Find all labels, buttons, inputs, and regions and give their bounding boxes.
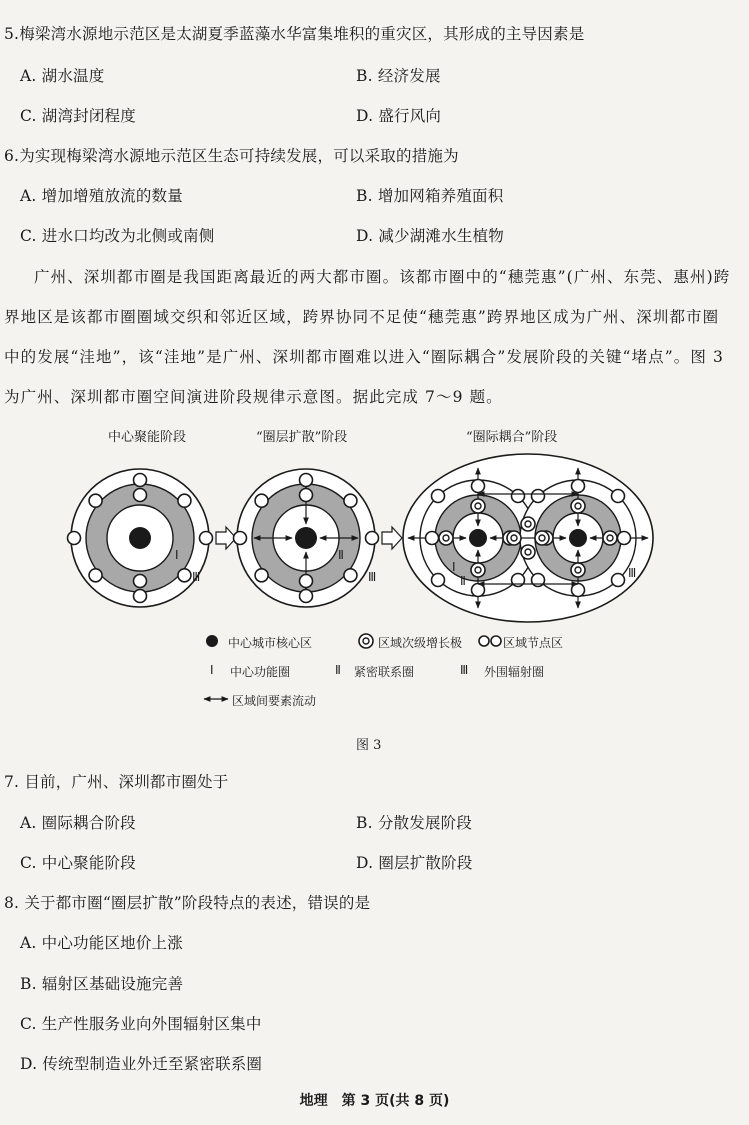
page-footer: 地理 第 3 页(共 8 页) [299, 1093, 450, 1109]
stage3-middle-growth-s-inner [525, 549, 531, 555]
q6-option-d[interactable]: D. 减少湖滩水生植物 [356, 227, 504, 245]
stage3-east-node-nw [532, 490, 545, 503]
stage3-middle-growth-n-inner [525, 521, 531, 527]
stage1-node-north [134, 474, 147, 487]
q7-option-a[interactable]: A. 圈际耦合阶段 [20, 814, 136, 832]
stage2-node-4 [255, 569, 268, 582]
legend-zone-ii-numeral: Ⅱ [335, 663, 341, 677]
stage3-east-growth-s-inner [575, 567, 581, 573]
q8-option-d[interactable]: D. 传统型制造业外迁至紧密联系圈 [20, 1055, 263, 1073]
stage2-node-5 [255, 494, 268, 507]
legend-node-symbol [479, 636, 489, 646]
passage-line-1: 广州、深圳都市圈是我国距离最近的两大都市圈。该都市圈中的“穗莞惠”(广州、东莞、惠州)跨 [34, 268, 731, 286]
legend-node-label: 区域节点区 [503, 636, 564, 650]
stage3-east-node-ne [612, 490, 625, 503]
figure-caption: 图 3 [356, 738, 382, 753]
stage3-east-growth-n-inner [575, 503, 581, 509]
stage3-east-growth-e-inner [607, 535, 613, 541]
stage2-node-west [234, 532, 247, 545]
stage3-west-growth-n-inner [475, 503, 481, 509]
q5-option-c[interactable]: C. 湖湾封闭程度 [20, 107, 136, 125]
stage3-west-core-dot [469, 529, 487, 547]
stage1-node-south [134, 590, 147, 603]
stage2-node-north [300, 474, 313, 487]
legend-growth-label: 区域次级增长极 [378, 636, 463, 650]
legend-node-symbol-2 [491, 636, 501, 646]
stage2-node-south [300, 590, 313, 603]
figure-stage1-title: 中心聚能阶段 [108, 430, 187, 445]
q6-option-c[interactable]: C. 进水口均改为北侧或南侧 [20, 227, 215, 245]
q6-option-a[interactable]: A. 增加增殖放流的数量 [20, 187, 183, 205]
legend-zone-i-label: 中心功能圈 [230, 665, 291, 679]
stage3-west-node-n [472, 480, 485, 493]
stage3-west-growth-s-inner [475, 567, 481, 573]
stage1-node-1 [178, 494, 191, 507]
passage-line-2: 界地区是该都市圈圈域交织和邻近区域，跨界协同不足使“穗莞惠”跨界地区成为广州、深圳都市圈 [4, 308, 720, 326]
stage-transition-arrow-2 [382, 527, 402, 549]
q7-stem: 7. 目前，广州、深圳都市圈处于 [4, 773, 229, 791]
stage3-ring-i-label: Ⅰ [452, 560, 456, 574]
stage3-node-far-east [618, 532, 631, 545]
q5-option-b[interactable]: B. 经济发展 [356, 67, 441, 85]
stage3-west-node-sw [432, 574, 445, 587]
stage1-node-5 [89, 494, 102, 507]
q8-option-b[interactable]: B. 辐射区基础设施完善 [20, 975, 184, 993]
figure-stage3-title: “圈际耦合”阶段 [466, 430, 558, 445]
stage1-node-west [68, 532, 81, 545]
stage3-east-node-s [572, 584, 585, 597]
stage1-node-east [200, 532, 213, 545]
legend-zone-iii-numeral: Ⅲ [460, 663, 469, 677]
stage1-core-dot [129, 527, 151, 549]
q6-stem: 6.为实现梅梁湾水源地示范区生态可持续发展，可以采取的措施为 [4, 147, 459, 165]
stage3-node-far-west [426, 532, 439, 545]
legend-flow-label: 区域间要素流动 [232, 694, 317, 708]
passage-line-3: 中的发展“洼地”，该“洼地”是广州、深圳都市圈难以进入“圈际耦合”发展阶段的关键“堵点”。图 3 [4, 348, 724, 366]
stage2-node-east [366, 532, 379, 545]
legend-growth-symbol-inner [363, 638, 369, 644]
stage1-ring-i-label: Ⅰ [175, 548, 179, 562]
legend-core-label: 中心城市核心区 [228, 636, 313, 650]
q8-stem: 8. 关于都市圈“圈层扩散”阶段特点的表述，错误的是 [4, 894, 371, 912]
q7-option-c[interactable]: C. 中心聚能阶段 [20, 854, 136, 872]
stage2-node-0 [300, 489, 313, 502]
q7-option-d[interactable]: D. 圈层扩散阶段 [356, 854, 473, 872]
stage3-ring-iii-label: Ⅲ [628, 566, 637, 580]
q7-option-b[interactable]: B. 分散发展阶段 [356, 814, 473, 832]
q6-option-b[interactable]: B. 增加网箱养殖面积 [356, 187, 504, 205]
stage3-east-core-dot [569, 529, 587, 547]
stage3-middle-growth-e-inner [539, 535, 545, 541]
q5-option-d[interactable]: D. 盛行风向 [356, 107, 442, 125]
stage3-west-node-ne [512, 490, 525, 503]
q8-option-c[interactable]: C. 生产性服务业向外围辐射区集中 [20, 1015, 262, 1033]
figure-stage2-title: “圈层扩散”阶段 [256, 430, 348, 445]
stage2-core-dot [295, 527, 317, 549]
q5-option-a[interactable]: A. 湖水温度 [20, 67, 105, 85]
q8-option-a[interactable]: A. 中心功能区地价上涨 [20, 934, 183, 952]
stage2-node-1 [344, 494, 357, 507]
stage2-ring-ii-label: Ⅱ [338, 548, 344, 562]
stage3-east-node-se [612, 574, 625, 587]
stage1-node-0 [134, 489, 147, 502]
legend-core-symbol [206, 635, 218, 647]
stage3-east-node-n [572, 480, 585, 493]
stage2-node-3 [300, 575, 313, 588]
stage3-west-node-s [472, 584, 485, 597]
legend-zone-iii-label: 外围辐射圈 [484, 665, 545, 679]
stage3-west-node-nw [432, 490, 445, 503]
legend-zone-i-numeral: Ⅰ [210, 663, 214, 677]
stage3-ring-ii-label: Ⅱ [460, 574, 466, 588]
stage1-ring-iii-label: Ⅲ [192, 570, 201, 584]
passage-line-4: 为广州、深圳都市圈空间演进阶段规律示意图。据此完成 7～9 题。 [4, 388, 503, 406]
stage2-ring-iii-label: Ⅲ [368, 570, 377, 584]
stage2-node-2 [344, 569, 357, 582]
q5-stem: 5.梅梁湾水源地示范区是太湖夏季蓝藻水华富集堆积的重灾区，其形成的主导因素是 [4, 25, 585, 43]
stage1-node-2 [178, 569, 191, 582]
stage1-node-3 [134, 575, 147, 588]
stage3-middle-growth-w-inner [511, 535, 517, 541]
stage1-node-4 [89, 569, 102, 582]
stage3-west-growth-w-inner [443, 535, 449, 541]
legend-zone-ii-label: 紧密联系圈 [354, 665, 415, 679]
